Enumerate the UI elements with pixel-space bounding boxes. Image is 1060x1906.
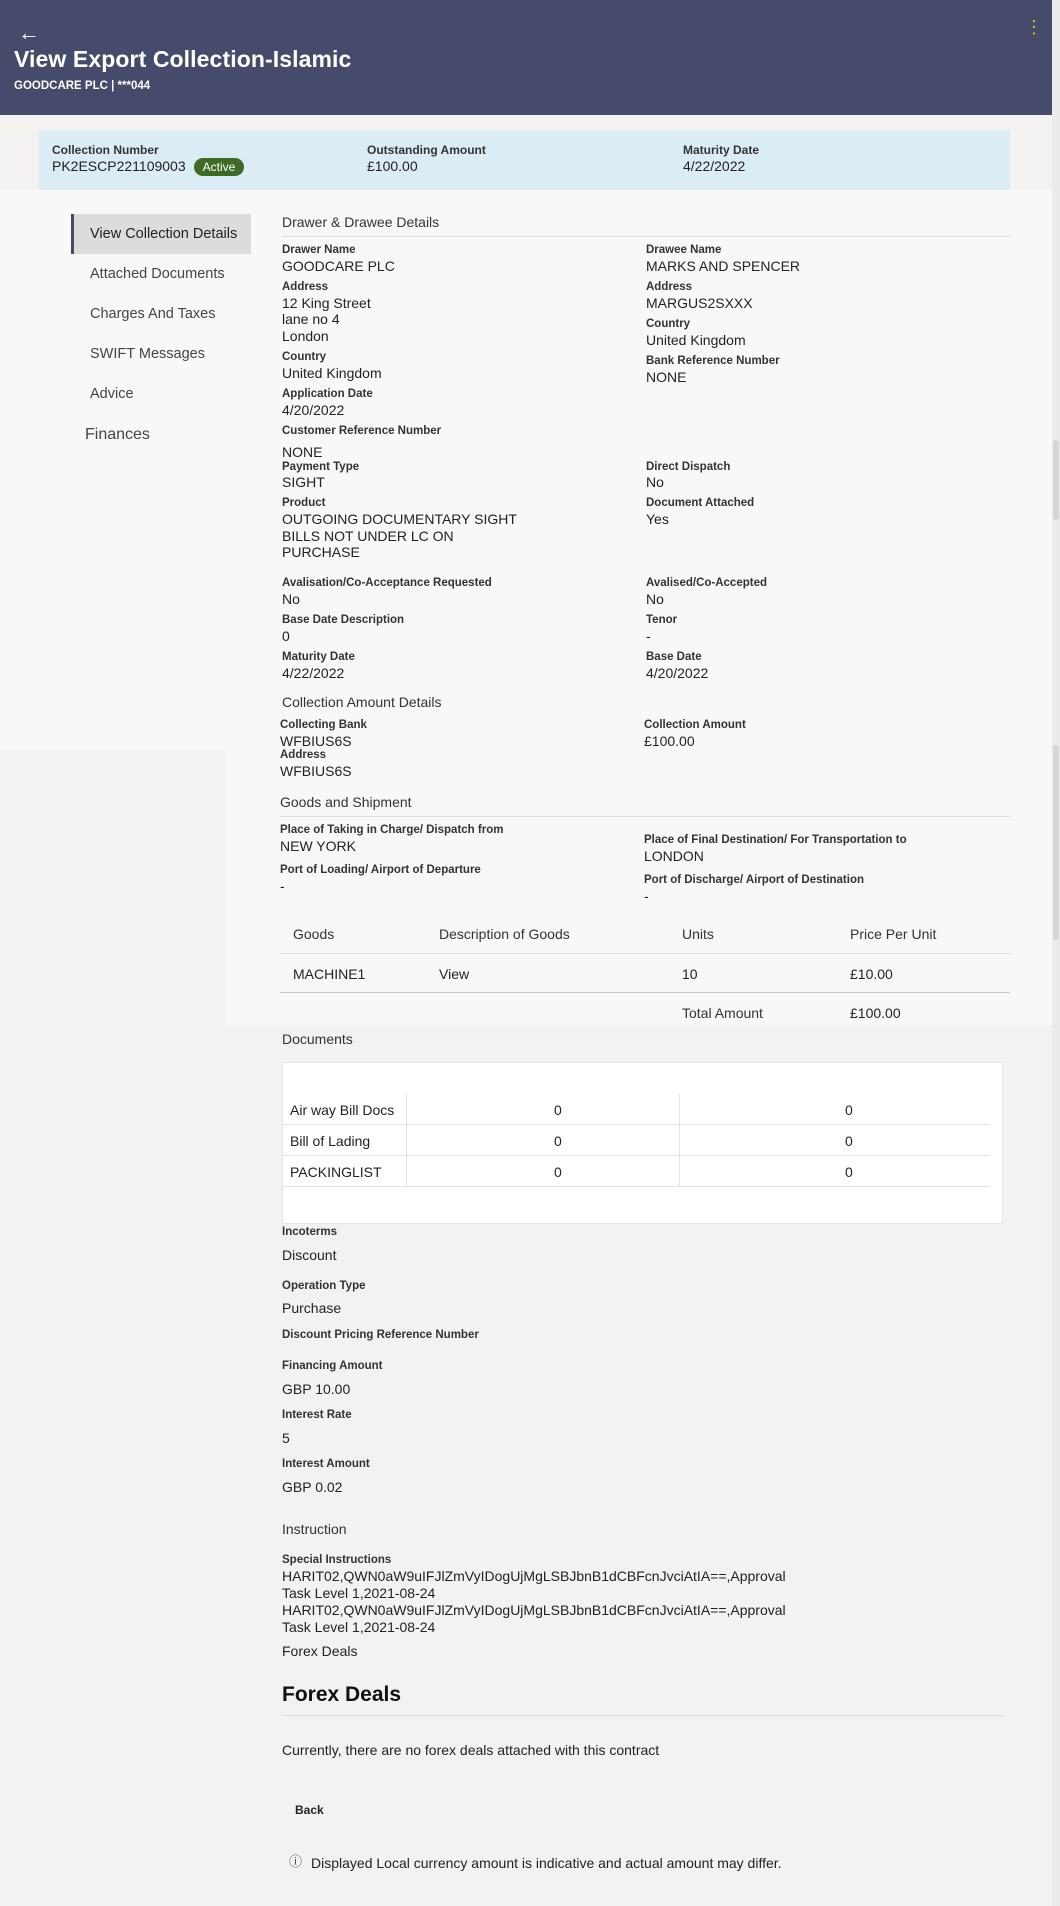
bank-reference: NONE xyxy=(646,369,687,385)
document-original: 0 xyxy=(554,1164,562,1180)
nav-charges-and-taxes[interactable]: Charges And Taxes xyxy=(90,306,216,322)
forex-deals-title: Forex Deals xyxy=(282,1683,402,1706)
details-maturity-date: 4/22/2022 xyxy=(282,665,345,681)
interest-rate-label: Interest Rate xyxy=(282,1409,352,1421)
goods-shipment-section-title: Goods and Shipment xyxy=(280,794,412,810)
bank-reference-label: Bank Reference Number xyxy=(646,355,780,367)
direct-dispatch: No xyxy=(646,474,664,490)
payment-type: SIGHT xyxy=(282,474,325,490)
page-title: View Export Collection-Islamic xyxy=(14,46,352,72)
maturity-date-label: Maturity Date xyxy=(683,143,760,157)
document-copies: 0 xyxy=(845,1133,853,1149)
document-name: Bill of Lading xyxy=(290,1133,371,1149)
collecting-bank-label: Collecting Bank xyxy=(280,719,367,731)
incoterms: Discount xyxy=(282,1247,337,1263)
more-menu-icon[interactable]: ⋮ xyxy=(1025,17,1043,37)
maturity-date: 4/22/2022 xyxy=(683,158,746,174)
outstanding-amount-label: Outstanding Amount xyxy=(367,143,486,157)
units-cell: 10 xyxy=(682,966,698,982)
total-amount: £100.00 xyxy=(850,1005,901,1021)
collecting-bank: WFBIUS6S xyxy=(280,733,352,749)
scrollbar-thumb[interactable] xyxy=(1053,440,1059,520)
application-date: 4/20/2022 xyxy=(282,402,345,418)
avalised-label: Avalised/Co-Accepted xyxy=(646,577,767,589)
currency-disclaimer: Displayed Local currency amount is indicative and actual amount may differ. xyxy=(311,1855,782,1871)
product-label: Product xyxy=(282,497,326,509)
units-col-header: Units xyxy=(682,926,714,942)
back-arrow-icon[interactable]: ← xyxy=(18,20,40,45)
table-row xyxy=(283,1156,990,1187)
drawer-name: GOODCARE PLC xyxy=(282,258,395,274)
incoterms-label: Incoterms xyxy=(282,1226,337,1238)
document-attached: Yes xyxy=(646,511,669,527)
base-date-description-label: Base Date Description xyxy=(282,614,405,626)
back-button[interactable]: Back xyxy=(295,1803,324,1817)
document-original: 0 xyxy=(554,1102,562,1118)
operation-type: Purchase xyxy=(282,1300,342,1316)
collecting-bank-address-label: Address xyxy=(280,749,327,761)
port-discharge-label: Port of Discharge/ Airport of Destination xyxy=(644,874,865,886)
column-divider xyxy=(679,1094,680,1125)
special-instructions-label: Special Instructions xyxy=(282,1554,392,1566)
place-taking-charge: NEW YORK xyxy=(280,838,356,854)
product-line-3: PURCHASE xyxy=(282,544,360,560)
documents-table xyxy=(282,1062,1003,1224)
financing-amount: GBP 10.00 xyxy=(282,1381,351,1397)
drawee-name-label: Drawee Name xyxy=(646,244,722,256)
place-final-destination-label: Place of Final Destination/ For Transportation to xyxy=(644,834,907,846)
section-divider xyxy=(282,236,1010,237)
drawee-address: MARGUS2SXXX xyxy=(646,295,753,311)
discount-pricing-ref-label: Discount Pricing Reference Number xyxy=(282,1329,479,1341)
collection-amount-section-title: Collection Amount Details xyxy=(282,694,442,710)
description-col-header: Description of Goods xyxy=(439,926,570,942)
product-line-1: OUTGOING DOCUMENTARY SIGHT xyxy=(282,511,517,527)
drawer-drawee-section-title: Drawer & Drawee Details xyxy=(282,214,440,230)
document-name: PACKINGLIST xyxy=(290,1164,382,1180)
collection-amount: £100.00 xyxy=(644,733,695,749)
table-row xyxy=(283,1094,990,1125)
goods-col-header: Goods xyxy=(293,926,335,942)
collecting-bank-address: WFBIUS6S xyxy=(280,763,352,779)
info-icon: ⓘ xyxy=(289,1854,303,1869)
section-divider xyxy=(280,816,1010,817)
price-col-header: Price Per Unit xyxy=(850,926,937,942)
interest-rate: 5 xyxy=(282,1430,290,1446)
product-line-2: BILLS NOT UNDER LC ON xyxy=(282,528,454,544)
special-instruction-line-1: HARIT02,QWN0aW9uIFJlZmVyIDogUjMgLSBJbnB1dCBFcnJvciAtIA==,Approval xyxy=(282,1568,786,1584)
goods-cell: MACHINE1 xyxy=(293,966,366,982)
collection-number-label: Collection Number xyxy=(52,143,159,157)
column-divider xyxy=(406,1125,407,1156)
base-date-label: Base Date xyxy=(646,651,702,663)
payment-type-label: Payment Type xyxy=(282,461,360,473)
drawer-name-label: Drawer Name xyxy=(282,244,356,256)
collection-summary xyxy=(39,130,1010,190)
view-description-link[interactable]: View xyxy=(439,966,470,982)
forex-empty-message: Currently, there are no forex deals attached with this contract xyxy=(282,1742,660,1758)
port-discharge: - xyxy=(644,888,649,904)
drawee-address-label: Address xyxy=(646,281,693,293)
port-loading: - xyxy=(280,878,285,894)
drawer-address-label: Address xyxy=(282,281,329,293)
instruction-section-title: Instruction xyxy=(282,1521,347,1537)
direct-dispatch-label: Direct Dispatch xyxy=(646,461,731,473)
place-taking-charge-label: Place of Taking in Charge/ Dispatch from xyxy=(280,824,504,836)
nav-advice[interactable]: Advice xyxy=(90,386,134,402)
drawee-country-label: Country xyxy=(646,318,691,330)
document-original: 0 xyxy=(554,1133,562,1149)
tenor: - xyxy=(646,628,651,644)
special-instruction-line-3: HARIT02,QWN0aW9uIFJlZmVyIDogUjMgLSBJbnB1dCBFcnJvciAtIA==,Approval xyxy=(282,1602,786,1618)
section-divider xyxy=(282,1715,1003,1716)
drawer-address-line-2: lane no 4 xyxy=(282,311,340,327)
column-divider xyxy=(679,1156,680,1187)
avalised: No xyxy=(646,591,664,607)
goods-table xyxy=(280,913,1010,1023)
details-maturity-date-label: Maturity Date xyxy=(282,651,355,663)
avalisation: No xyxy=(282,591,300,607)
special-instruction-line-4: Task Level 1,2021-08-24 xyxy=(282,1619,436,1635)
interest-amount: GBP 0.02 xyxy=(282,1479,343,1495)
base-date-description: 0 xyxy=(282,628,290,644)
table-row xyxy=(280,954,1010,993)
forex-deals-small-label: Forex Deals xyxy=(282,1643,358,1659)
page-header xyxy=(0,0,1052,115)
drawer-country: United Kingdom xyxy=(282,365,382,381)
drawer-country-label: Country xyxy=(282,351,327,363)
special-instruction-line-2: Task Level 1,2021-08-24 xyxy=(282,1585,436,1601)
document-name: Air way Bill Docs xyxy=(290,1102,395,1118)
collection-number-wrap xyxy=(52,158,244,176)
application-date-label: Application Date xyxy=(282,388,373,400)
scrollbar-thumb-secondary[interactable] xyxy=(1053,745,1059,940)
base-date: 4/20/2022 xyxy=(646,665,709,681)
avalisation-label: Avalisation/Co-Acceptance Requested xyxy=(282,577,492,589)
nav-attached-documents[interactable]: Attached Documents xyxy=(90,266,225,282)
status-badge: Active xyxy=(194,158,245,176)
document-copies: 0 xyxy=(845,1102,853,1118)
nav-swift-messages[interactable]: SWIFT Messages xyxy=(90,346,205,362)
page-scrollbar[interactable] xyxy=(1052,0,1060,1906)
table-divider xyxy=(280,992,1010,993)
documents-section-title: Documents xyxy=(282,1031,353,1047)
price-cell: £10.00 xyxy=(850,966,893,982)
place-final-destination: LONDON xyxy=(644,848,704,864)
customer-reference-label: Customer Reference Number xyxy=(282,425,442,437)
total-amount-label: Total Amount xyxy=(682,1005,763,1021)
outstanding-amount: £100.00 xyxy=(367,158,418,174)
column-divider xyxy=(406,1156,407,1187)
operation-type-label: Operation Type xyxy=(282,1280,366,1292)
nav-finances[interactable]: Finances xyxy=(85,426,150,443)
tenor-label: Tenor xyxy=(646,614,678,626)
collection-number: PK2ESCP221109003 xyxy=(52,158,186,175)
document-attached-label: Document Attached xyxy=(646,497,755,509)
drawer-address-line-1: 12 King Street xyxy=(282,295,371,311)
drawee-country: United Kingdom xyxy=(646,332,746,348)
column-divider xyxy=(679,1125,680,1156)
financing-amount-label: Financing Amount xyxy=(282,1360,383,1372)
party-subtitle: GOODCARE PLC | ***044 xyxy=(14,80,151,92)
port-loading-label: Port of Loading/ Airport of Departure xyxy=(280,864,481,876)
table-row xyxy=(283,1125,990,1156)
drawer-address-line-3: London xyxy=(282,328,329,344)
drawee-name: MARKS AND SPENCER xyxy=(646,258,801,274)
collection-amount-label: Collection Amount xyxy=(644,719,746,731)
interest-amount-label: Interest Amount xyxy=(282,1458,370,1470)
nav-view-collection-details[interactable]: View Collection Details xyxy=(71,214,251,254)
column-divider xyxy=(406,1094,407,1125)
document-copies: 0 xyxy=(845,1164,853,1180)
customer-reference: NONE xyxy=(282,444,323,460)
